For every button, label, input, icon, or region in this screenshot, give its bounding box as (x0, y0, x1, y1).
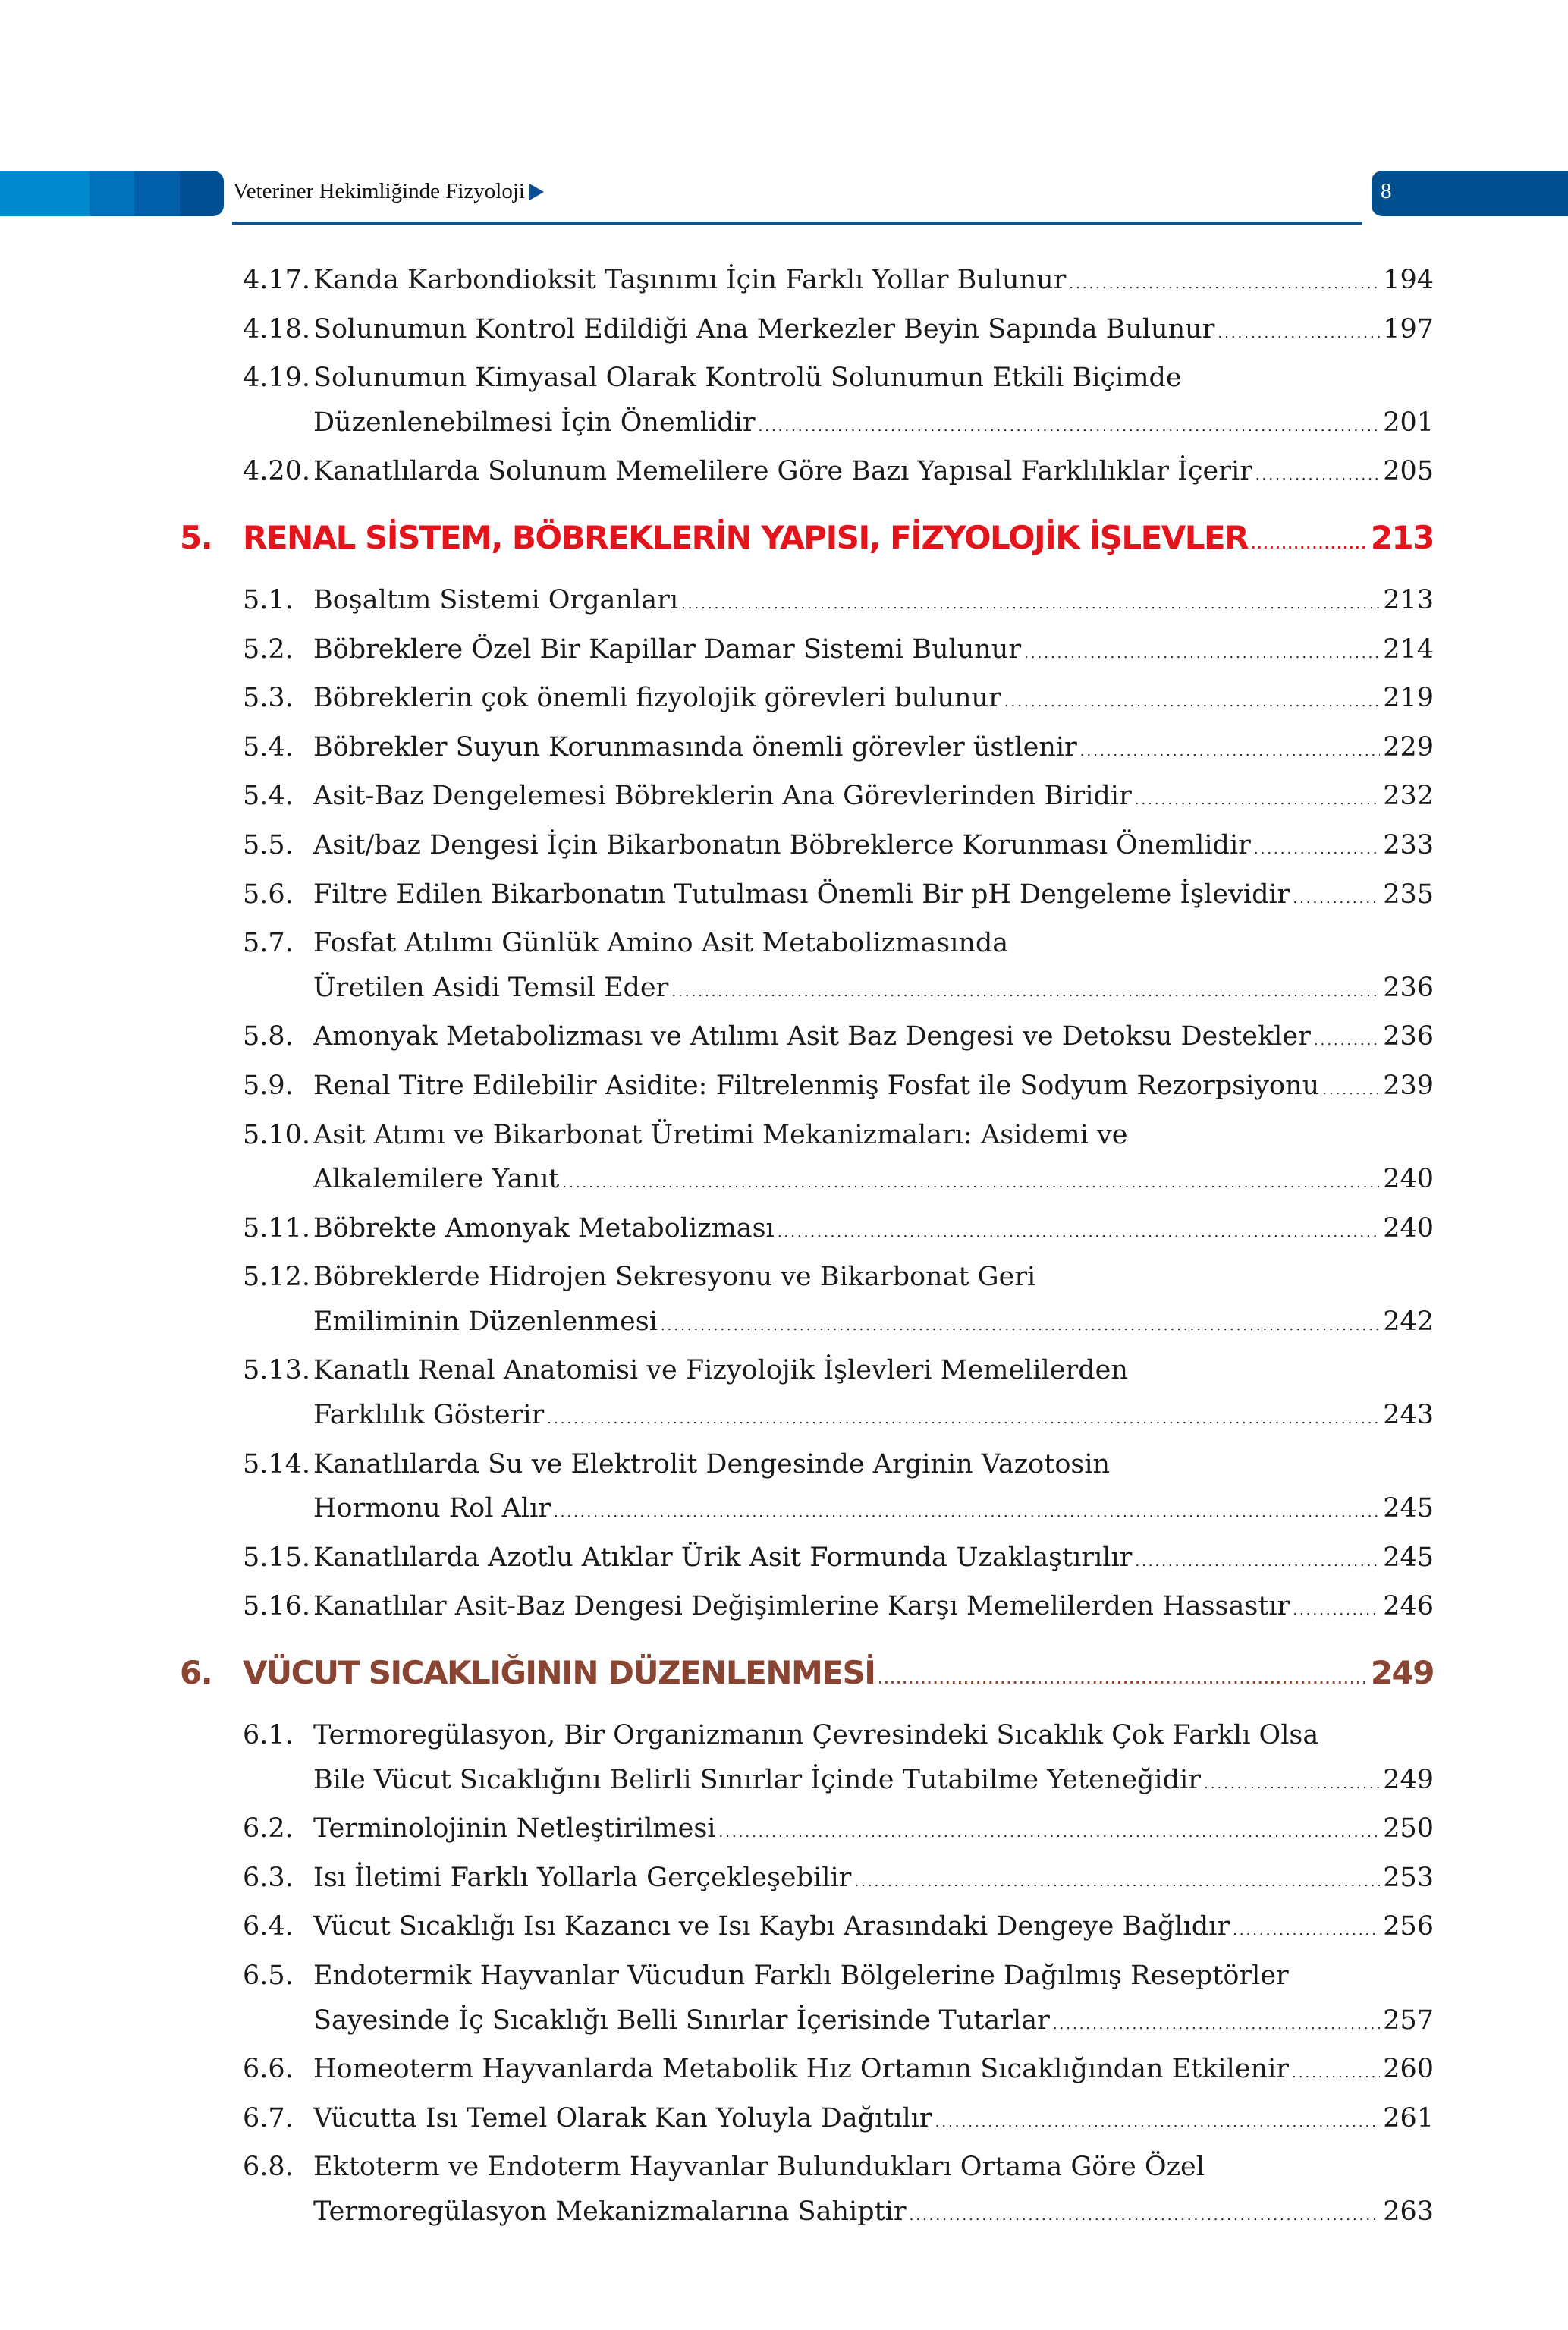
entry-body (313, 449, 1434, 498)
entry-number: 5.7. (243, 928, 294, 959)
page-number: 8 (1381, 179, 1392, 203)
entry-number: 5.4. (243, 781, 294, 812)
entry-line (313, 1064, 1434, 1113)
entry-body (313, 1206, 1434, 1256)
entry-line (313, 1300, 1434, 1349)
entry-line (313, 1904, 1434, 1954)
toc-entry[interactable] (243, 1014, 1434, 1064)
toc-entry[interactable] (243, 1536, 1434, 1585)
chapter-number: 6. (180, 1654, 212, 1692)
entry-page: 205 (1383, 456, 1434, 487)
entry-page: 260 (1383, 2054, 1434, 2085)
entry-body (313, 1442, 1434, 1536)
entry-title: Asit Atımı ve Bikarbonat Üretimi Mekanizmaları: Asidemi ve (313, 1119, 1128, 1150)
entry-body (313, 1904, 1434, 1954)
dot-leader (1314, 1019, 1380, 1064)
entry-title: Vücut Sıcaklığı Isı Kazancı ve Isı Kaybı Arasındaki Dengeye Bağlıdır (313, 1911, 1230, 1942)
entry-number: 4.20. (243, 456, 311, 487)
dot-leader (719, 1811, 1381, 1856)
dot-leader (1053, 2003, 1380, 2048)
toc-entry[interactable] (243, 774, 1434, 823)
entry-title: Endotermik Hayvanlar Vücudun Farklı Bölgelerine Dağılmış Reseptörler (313, 1961, 1289, 1991)
toc-entry[interactable] (243, 921, 1434, 1014)
entry-line (313, 676, 1434, 725)
entry-number: 6.4. (243, 1911, 294, 1942)
entry-body (313, 774, 1434, 823)
entry-number: 6.5. (243, 1961, 294, 1991)
entry-page: 235 (1383, 879, 1434, 910)
entry-body (313, 1255, 1434, 1348)
entry-title: Termoregülasyon, Bir Organizmanın Çevresindeki Sıcaklık Çok Farklı Olsa (313, 1720, 1319, 1751)
entry-body (313, 1954, 1434, 2047)
entry-line (313, 1393, 1434, 1442)
toc-entry[interactable] (243, 1255, 1434, 1348)
entry-line (313, 1206, 1434, 1256)
header-color-bar (0, 171, 224, 216)
entry-title: Solunumun Kontrol Edildiği Ana Merkezler Beyin Sapında Bulunur (313, 313, 1215, 344)
entry-title: Böbreklerin çok önemli fizyolojik görevleri bulunur (313, 683, 1001, 714)
header-block-1 (0, 171, 90, 216)
toc-entry[interactable] (243, 1806, 1434, 1856)
chapter-body (243, 1650, 1434, 1703)
chapter-title: RENAL SİSTEM, BÖBREKLERİN YAPISI, FİZYOLOJİK İŞLEVLER (243, 518, 1249, 556)
entry-number: 5.12. (243, 1262, 311, 1293)
entry-number: 5.6. (243, 879, 294, 910)
entry-page: 257 (1383, 2005, 1434, 2036)
entry-title: Kanatlılarda Solunum Memelilere Göre Bazı Yapısal Farklılıklar İçerir (313, 456, 1252, 487)
toc-entry[interactable] (243, 1856, 1434, 1905)
chapter-heading[interactable] (180, 1650, 1434, 1703)
entry-page: 245 (1383, 1493, 1434, 1524)
dot-leader (1080, 730, 1380, 775)
entry-title: Kanatlılar Asit-Baz Dengesi Değişimlerine Karşı Memelilerden Hassastır (313, 1591, 1290, 1622)
entry-title: Boşaltım Sistemi Organları (313, 584, 679, 615)
entry-page: 219 (1383, 683, 1434, 714)
entry-title: Hormonu Rol Alır (313, 1493, 551, 1524)
dot-leader (935, 2101, 1381, 2146)
entry-number: 4.19. (243, 363, 311, 394)
entry-page: 201 (1383, 407, 1434, 438)
toc-entry[interactable] (243, 1206, 1434, 1256)
dot-leader (878, 1657, 1368, 1703)
entry-page: 240 (1383, 1212, 1434, 1244)
entry-line (313, 2145, 1434, 2190)
entry-page: 249 (1383, 1764, 1434, 1795)
entry-line (313, 1806, 1434, 1856)
entry-number: 6.8. (243, 2152, 294, 2183)
entry-line (313, 627, 1434, 677)
entry-page: 250 (1383, 1813, 1434, 1844)
chapter-line (243, 1650, 1434, 1703)
entry-body (313, 1064, 1434, 1113)
entry-line (313, 307, 1434, 357)
entry-title: Asit/baz Dengesi İçin Bikarbonatın Böbreklerce Korunması Önemlidir (313, 829, 1251, 860)
entry-number: 6.6. (243, 2054, 294, 2085)
running-header (233, 179, 544, 204)
entry-line (313, 1856, 1434, 1905)
toc-entry[interactable] (243, 2145, 1434, 2238)
chapter-heading[interactable] (180, 515, 1434, 568)
header-block-2 (90, 171, 134, 216)
dot-leader (681, 583, 1380, 627)
toc-entry[interactable] (243, 2047, 1434, 2096)
entry-number: 5.3. (243, 683, 294, 714)
entry-title: Termoregülasyon Mekanizmalarına Sahiptir (313, 2196, 907, 2227)
chapter-title: VÜCUT SICAKLIĞININ DÜZENLENMESİ (243, 1654, 875, 1692)
entry-number: 5.15. (243, 1542, 311, 1573)
entry-body (313, 2096, 1434, 2146)
dot-leader (1233, 1909, 1380, 1954)
entry-line (313, 1998, 1434, 2048)
entry-line (313, 2047, 1434, 2096)
entry-page: 229 (1383, 731, 1434, 763)
entry-title: Homeoterm Hayvanlarda Metabolik Hız Ortamın Sıcaklığından Etkilenir (313, 2054, 1289, 2085)
dot-leader (759, 405, 1381, 450)
entry-line (313, 578, 1434, 627)
entry-line (313, 1536, 1434, 1585)
entry-line (313, 1713, 1434, 1758)
entry-line (313, 774, 1434, 823)
entry-page: 242 (1383, 1306, 1434, 1337)
entry-title: Solunumun Kimyasal Olarak Kontrolü Solunumun Etkili Biçimde (313, 363, 1182, 394)
entry-number: 5.11. (243, 1212, 311, 1244)
entry-title: Filtre Edilen Bikarbonatın Tutulması Önemli Bir pH Dengeleme İşlevidir (313, 879, 1290, 910)
toc-entry[interactable] (243, 1113, 1434, 1206)
entry-number: 5.8. (243, 1021, 294, 1052)
entry-number: 5.9. (243, 1070, 294, 1101)
entry-page: 245 (1383, 1542, 1434, 1573)
toc-entry[interactable] (243, 873, 1434, 922)
entry-body (313, 1113, 1434, 1206)
entry-title: Sayesinde İç Sıcaklığı Belli Sınırlar İçerisinde Tutarlar (313, 2005, 1050, 2036)
header-block-3 (134, 171, 180, 216)
entry-page: 256 (1383, 1911, 1434, 1942)
entry-page: 246 (1383, 1591, 1434, 1622)
toc-entry[interactable] (243, 1904, 1434, 1954)
entry-body (313, 627, 1434, 677)
entry-line (313, 1014, 1434, 1064)
entry-title: Böbreklere Özel Bir Kapillar Damar Sistemi Bulunur (313, 634, 1022, 665)
entry-title: Kanda Karbondioksit Taşınımı İçin Farklı Yollar Bulunur (313, 265, 1067, 295)
entry-body (313, 823, 1434, 873)
entry-body (313, 258, 1434, 307)
dot-leader (1024, 632, 1380, 677)
entry-body (313, 356, 1434, 449)
entry-line (313, 823, 1434, 873)
entry-number: 6.7. (243, 2102, 294, 2133)
entry-line (313, 1113, 1434, 1158)
entry-page: 240 (1383, 1164, 1434, 1195)
entry-title: Vücutta Isı Temel Olarak Kan Yoluyla Dağıtılır (313, 2102, 932, 2133)
toc-entry[interactable] (243, 1954, 1434, 2047)
dot-leader (547, 1398, 1380, 1442)
dot-leader (562, 1162, 1380, 1206)
chapter-number: 5. (180, 518, 212, 556)
entry-body (313, 307, 1434, 357)
entry-title: Üretilen Asidi Temsil Eder (313, 972, 669, 1003)
entry-page: 214 (1383, 634, 1434, 665)
dot-leader (1218, 312, 1380, 357)
entry-body (313, 1536, 1434, 1585)
entry-line (313, 873, 1434, 922)
dot-leader (910, 2194, 1381, 2239)
entry-line (313, 449, 1434, 498)
entry-page: 197 (1383, 313, 1434, 344)
dot-leader (1255, 454, 1380, 498)
entry-body (313, 1014, 1434, 1064)
toc-entry[interactable] (243, 1584, 1434, 1634)
arrow-right-icon (529, 184, 544, 200)
entry-body (313, 676, 1434, 725)
entry-title: Düzenlenebilmesi İçin Önemlidir (313, 407, 756, 438)
entry-page: 233 (1383, 829, 1434, 860)
entry-page: 236 (1383, 1021, 1434, 1052)
entry-title: Bile Vücut Sıcaklığını Belirli Sınırlar İçinde Tutabilme Yeteneğidir (313, 1764, 1201, 1795)
chapter-page: 213 (1370, 518, 1434, 556)
toc-entry[interactable] (243, 2096, 1434, 2146)
entry-title: Ektoterm ve Endoterm Hayvanlar Bulundukları Ortama Göre Özel (313, 2152, 1205, 2183)
entry-line (313, 1758, 1434, 1807)
entry-number: 5.5. (243, 829, 294, 860)
toc-entry[interactable] (243, 578, 1434, 627)
entry-page: 213 (1383, 584, 1434, 615)
entry-body (313, 1713, 1434, 1806)
entry-number: 5.16. (243, 1591, 311, 1622)
entry-line (313, 258, 1434, 307)
entry-page: 263 (1383, 2196, 1434, 2227)
entry-page: 236 (1383, 972, 1434, 1003)
entry-page: 194 (1383, 265, 1434, 295)
entry-number: 4.18. (243, 313, 311, 344)
entry-line (313, 1954, 1434, 1998)
entry-title: Emiliminin Düzenlenmesi (313, 1306, 658, 1337)
entry-page: 253 (1383, 1862, 1434, 1893)
entry-line (313, 1486, 1434, 1536)
entry-title: Renal Titre Edilebilir Asidite: Filtrelenmiş Fosfat ile Sodyum Rezorpsiyonu (313, 1070, 1320, 1101)
entry-line (313, 921, 1434, 966)
entry-number: 6.1. (243, 1720, 294, 1751)
toc-entry[interactable] (243, 449, 1434, 498)
entry-title: Isı İletimi Farklı Yollarla Gerçekleşebilir (313, 1862, 852, 1893)
dot-leader (1069, 263, 1380, 307)
header-divider (232, 222, 1362, 225)
dot-leader (1004, 681, 1380, 725)
entry-number: 5.1. (243, 584, 294, 615)
entry-number: 5.14. (243, 1448, 311, 1479)
toc-entry[interactable] (243, 823, 1434, 873)
toc-entry[interactable] (243, 627, 1434, 677)
table-of-contents (0, 258, 1568, 2239)
entry-line (313, 966, 1434, 1015)
entry-title: Kanatlı Renal Anatomisi ve Fizyolojik İşlevleri Memelilerden (313, 1355, 1128, 1386)
toc-entry[interactable] (243, 307, 1434, 357)
entry-number: 6.3. (243, 1862, 294, 1893)
entry-page: 232 (1383, 781, 1434, 812)
entry-title: Amonyak Metabolizması ve Atılımı Asit Baz Dengesi ve Detoksu Destekler (313, 1021, 1311, 1052)
entry-number: 6.2. (243, 1813, 294, 1844)
entry-body (313, 1806, 1434, 1856)
entry-title: Fosfat Atılımı Günlük Amino Asit Metabolizmasında (313, 928, 1009, 959)
entry-title: Böbrekler Suyun Korunmasında önemli görevler üstlenir (313, 731, 1077, 763)
toc-entry[interactable] (243, 676, 1434, 725)
entry-line (313, 1348, 1434, 1393)
entry-title: Asit-Baz Dengelemesi Böbreklerin Ana Görevlerinden Biridir (313, 781, 1132, 812)
page-number-badge (1372, 171, 1568, 216)
toc-entry[interactable] (243, 1713, 1434, 1806)
entry-line (313, 401, 1434, 450)
entry-title: Kanatlılarda Su ve Elektrolit Dengesinde Arginin Vazotosin (313, 1448, 1111, 1479)
dot-leader (1293, 877, 1380, 922)
dot-leader (1293, 1589, 1380, 1634)
entry-body (313, 2047, 1434, 2096)
chapter-body (243, 515, 1434, 568)
entry-body (313, 1856, 1434, 1905)
entry-page: 243 (1383, 1400, 1434, 1431)
entry-line (313, 2190, 1434, 2239)
entry-line (313, 356, 1434, 401)
entry-line (313, 2096, 1434, 2146)
dot-leader (554, 1491, 1380, 1536)
toc-entry[interactable] (243, 258, 1434, 307)
toc-entry[interactable] (243, 725, 1434, 775)
entry-page: 261 (1383, 2102, 1434, 2133)
entry-number: 5.4. (243, 731, 294, 763)
toc-entry[interactable] (243, 1348, 1434, 1442)
toc-entry[interactable] (243, 1442, 1434, 1536)
dot-leader (661, 1304, 1380, 1349)
entry-line (313, 1584, 1434, 1634)
dot-leader (854, 1860, 1380, 1905)
entry-number: 5.10. (243, 1119, 311, 1150)
entry-title: Böbreklerde Hidrojen Sekresyonu ve Bikarbonat Geri (313, 1262, 1036, 1293)
entry-body (313, 1584, 1434, 1634)
entry-page: 239 (1383, 1070, 1434, 1101)
dot-leader (1251, 522, 1368, 568)
dot-leader (1254, 828, 1380, 873)
chapter-page: 249 (1370, 1654, 1434, 1692)
entry-body (313, 578, 1434, 627)
entry-body (313, 921, 1434, 1014)
dot-leader (1135, 1540, 1380, 1585)
chapter-line (243, 515, 1434, 568)
entry-body (313, 1348, 1434, 1442)
dot-leader (1322, 1068, 1380, 1113)
entry-number: 5.2. (243, 634, 294, 665)
entry-title: Terminolojinin Netleştirilmesi (313, 1813, 716, 1844)
toc-entry[interactable] (243, 1064, 1434, 1113)
entry-title: Farklılık Gösterir (313, 1400, 545, 1431)
entry-title: Böbrekte Amonyak Metabolizması (313, 1212, 775, 1244)
entry-number: 4.17. (243, 265, 311, 295)
entry-line (313, 725, 1434, 775)
entry-number: 5.13. (243, 1355, 311, 1386)
dot-leader (1292, 2052, 1380, 2096)
toc-entry[interactable] (243, 356, 1434, 449)
entry-title: Alkalemilere Yanıt (313, 1164, 560, 1195)
dot-leader (671, 970, 1380, 1015)
dot-leader (778, 1211, 1380, 1256)
dot-leader (1204, 1762, 1380, 1807)
entry-line (313, 1157, 1434, 1206)
book-title: Veteriner Hekimliğinde Fizyoloji (233, 179, 525, 203)
dot-leader (1135, 778, 1380, 823)
header-block-4 (180, 171, 224, 216)
entry-body (313, 2145, 1434, 2238)
entry-title: Kanatlılarda Azotlu Atıklar Ürik Asit Formunda Uzaklaştırılır (313, 1542, 1133, 1573)
entry-body (313, 873, 1434, 922)
entry-body (313, 725, 1434, 775)
entry-line (313, 1442, 1434, 1487)
entry-line (313, 1255, 1434, 1300)
